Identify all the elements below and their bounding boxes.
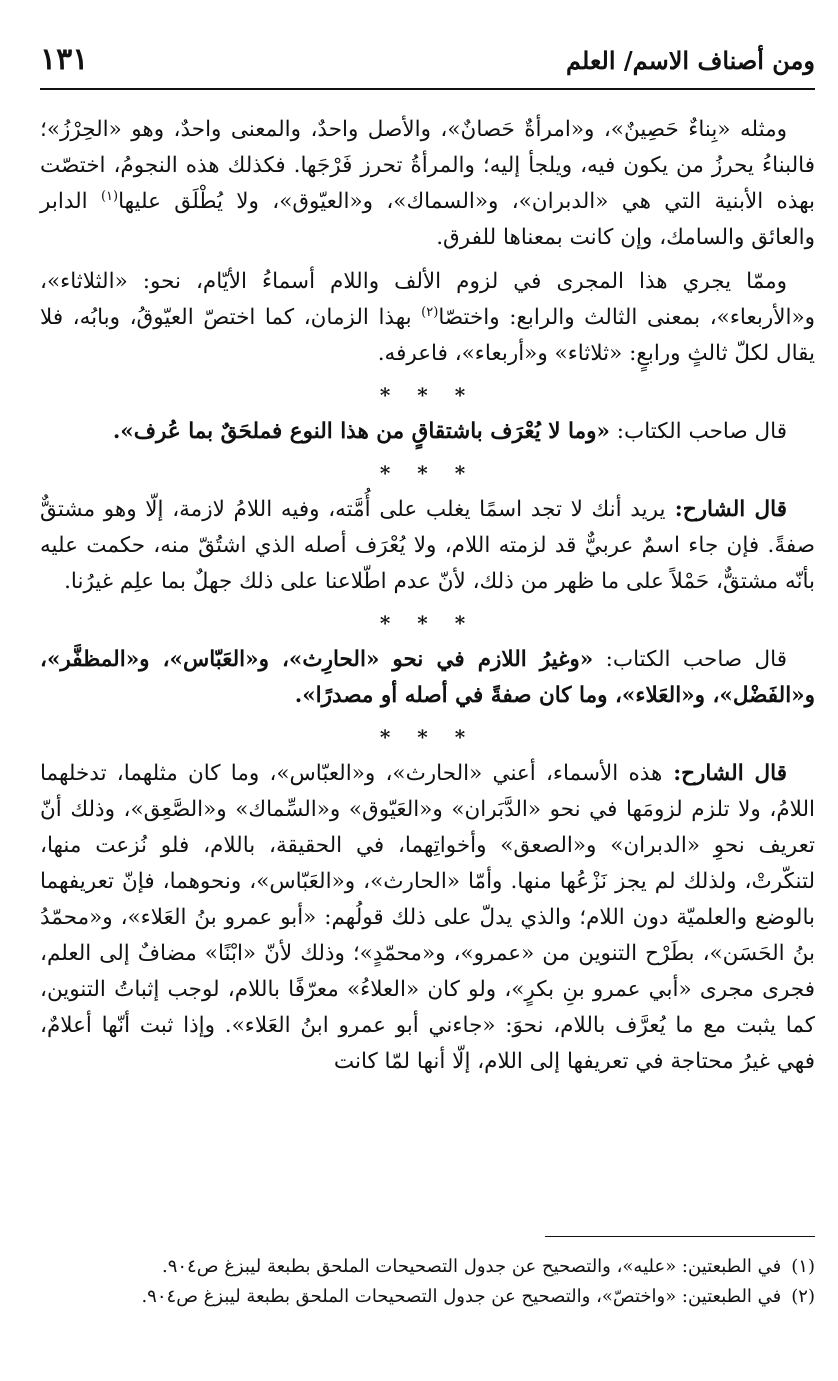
footnote-number: (١): [791, 1256, 815, 1277]
section-divider: * * *: [379, 461, 476, 485]
footnote-text: في الطبعتين: «واختصّ»، والتصحيح عن جدول التصحيحات الملحق بطبعة ليبزغ ص٩٠٤.: [141, 1286, 782, 1307]
commentary-text: هذه الأسماء، أعني «الحارث»، و«العبّاس»، وما كان مثلهما، تدخلهما اللامُ، ولا تلزم لزومَها في نحو «الدَّبَران» و«العَيّوق» و«السِّماك» و«الصَّعِق»، وذلك أنّ تعريف نحوِ «الدبران» و«الصعق» وأخواتِهما، في الحقيقة، باللام، فلو نُزعت منها، لتنكّرتْ، ولذلك لم يجز نَزْعُها منها. وأمّا «الحارث»، و«العَبّاس»، ونحوهما، فإنّ تعريفهما بالوضع والعلميّة دون اللام؛ والذي يدلّ على ذلك قولُهم: «أبو عمرو بنُ العَلاء»، و«محمّدُ بنُ الحَسَن»، بطَرْح التنوين من «عمرو»، و«محمّدٍ»؛ وذلك لأنّ «ابْنًا» مضافٌ إلى العلم، فجرى مجرى «أبي عمرو بنِ بكرٍ»، ولو كان «العلاءُ» معرّفًا باللام، لوجب إثباتُ التنوين، كما يثبت مع ما يُعرَّف باللام، نحوَ: «جاءني أبو عمرو ابنُ العَلاء». وإذا ثبت أنّها أعلامٌ، فهي غيرُ محتاجة في تعريفها إلى اللام، إلّا أنها لمّا كانت: [40, 761, 815, 1074]
footnote-2: [40, 1282, 815, 1312]
section-divider: * * *: [379, 611, 476, 635]
commentator-label: قال الشارح:: [665, 497, 787, 522]
author-quote-text: «وما لا يُعْرَف باشتقاقٍ من هذا النوع فملحَقٌ بما عُرف».: [112, 419, 610, 444]
paragraph-1: [40, 112, 815, 256]
author-quote-2: [40, 642, 815, 714]
main-text: [40, 112, 815, 1080]
footnote-number: (٢): [791, 1286, 815, 1307]
author-quote-lead: قال صاحب الكتاب:: [609, 419, 787, 444]
paragraph-2-text: وممّا يجري هذا المجرى في لزوم الألف واللام أسماءُ الأيّام، نحو: «الثلاثاء»، و«الأربعاء»، بمعنى الثالث والرابع: واختصّا: [40, 269, 815, 330]
paragraph-1-text: ومثله «بِناءٌ حَصِينٌ»، و«امرأةٌ حَصانٌ»، والأصل واحدٌ، والمعنى واحدٌ، وهو «الحِرْزُ»؛ فالبناءُ يحرزُ من يكون فيه، ويلجأ إليه؛ والمرأةُ تحرز فَرْجَها. فكذلك هذه النجومُ، اختصّت بهذه الأبنية التي هي «الدبران»، و«السماك»، و«العيّوق»، ولا يُطْلَق عليها: [40, 117, 816, 214]
author-quote-text: «وغيرُ اللازم في نحو «الحارِث»، و«العَبّاس»، و«المظفَّر»، و«الفَضْل»، و«العَلاء»، وما كان صفةً في أصله أو مصدرًا».: [40, 647, 815, 708]
paragraph-2: [40, 264, 815, 372]
paragraph-1-end: الدابر والعائق والسامك، وإن كانت بمعناها للفرق.: [40, 189, 815, 250]
page-header: [40, 40, 815, 90]
footnote-ref-1: (١): [100, 188, 119, 204]
footnote-separator: [545, 1236, 815, 1237]
book-page: [40, 40, 815, 1350]
paragraph-2-end: بهذا الزمان، كما اختصّ العيّوقُ، وبابُه، فلا يقال لكلّ ثالثٍ ورابعٍ: «ثلاثاء» و«أربعاء»، فاعرفه.: [40, 305, 815, 366]
commentary-text: يريد أنك لا تجد اسمًا يغلب على أُمَّته، وفيه اللامُ لازمة، إلّا وهو مشتقٌّ صفةً. فإن جاء اسمٌ عربيٌّ قد لزمته اللام، ولا يُعْرَف أصله الذي اشتُقّ منه، حكمت عليه بأنّه مشتقٌّ، حَمْلاً على ما ظهر من ذلك، لأنّ عدم اطّلاعنا على ذلك جهلٌ بما علِم غيرُنا.: [40, 497, 815, 594]
commentary-1: [40, 492, 815, 600]
footnote-1: [40, 1252, 815, 1282]
section-divider: * * *: [379, 383, 476, 407]
page-number: ١٣١: [40, 42, 89, 77]
commentary-2: [40, 756, 815, 1080]
section-divider: * * *: [379, 725, 476, 749]
running-title: ومن أصناف الاسم/ العلم: [566, 46, 815, 75]
footnote-ref-2: (٢): [421, 304, 439, 320]
footnotes: [40, 1252, 815, 1312]
commentator-label: قال الشارح:: [662, 761, 787, 786]
footnote-text: في الطبعتين: «عليه»، والتصحيح عن جدول التصحيحات الملحق بطبعة ليبزغ ص٩٠٤.: [161, 1256, 782, 1277]
author-quote-lead: قال صاحب الكتاب:: [593, 647, 787, 672]
author-quote-1: [40, 414, 815, 450]
